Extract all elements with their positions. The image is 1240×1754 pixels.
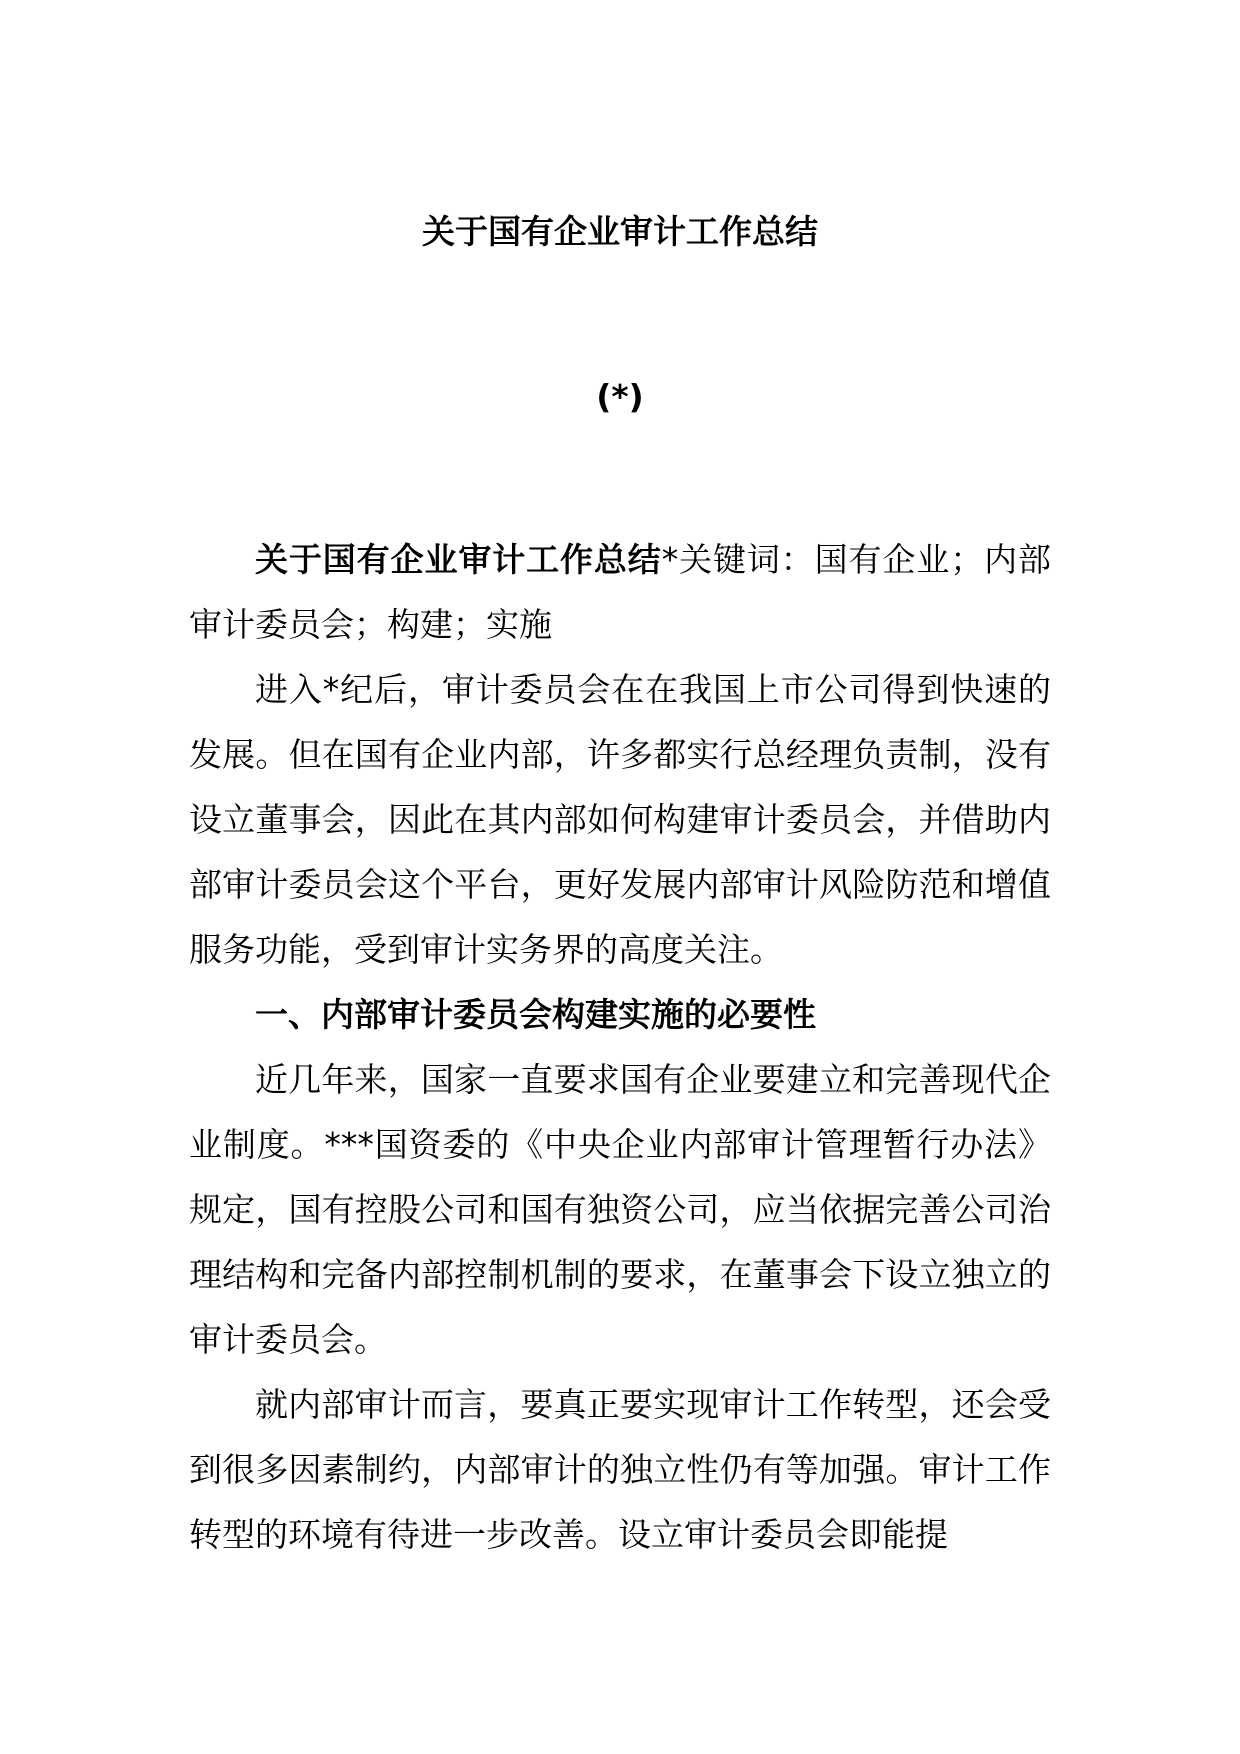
intro-paragraph: [189, 527, 1051, 657]
document-body: [189, 527, 1051, 1567]
body-paragraph-2: 近几年来，国家一直要求国有企业要建立和完善现代企业制度。***国资委的《中央企业内部审计管理暂行办法》规定，国有控股公司和国有独资公司，应当依据完善公司治理结构和完备内部控制机制的要求，在董事会下设立独立的审计委员会。: [189, 1060, 1051, 1359]
section-heading-1: 一、内部审计委员会构建实施的必要性: [255, 995, 816, 1034]
keywords-text: *关键词：国有企业；内部审计委员会；构建；实施: [189, 540, 1052, 644]
document-title: 关于国有企业审计工作总结: [422, 212, 818, 251]
document-subtitle: (*): [596, 377, 644, 416]
body-paragraph-1: 进入*纪后，审计委员会在在我国上市公司得到快速的发展。但在国有企业内部，许多都实行总经理负责制，没有设立董事会，因此在其内部如何构建审计委员会，并借助内部审计委员会这个平台，更好发展内部审计风险防范和增值服务功能，受到审计实务界的高度关注。: [189, 670, 1051, 969]
intro-title: 关于国有企业审计工作总结: [255, 540, 662, 579]
body-paragraph-3: 就内部审计而言，要真正要实现审计工作转型，还会受到很多因素制约，内部审计的独立性仍有等加强。审计工作转型的环境有待进一步改善。设立审计委员会即能提: [189, 1385, 1051, 1554]
